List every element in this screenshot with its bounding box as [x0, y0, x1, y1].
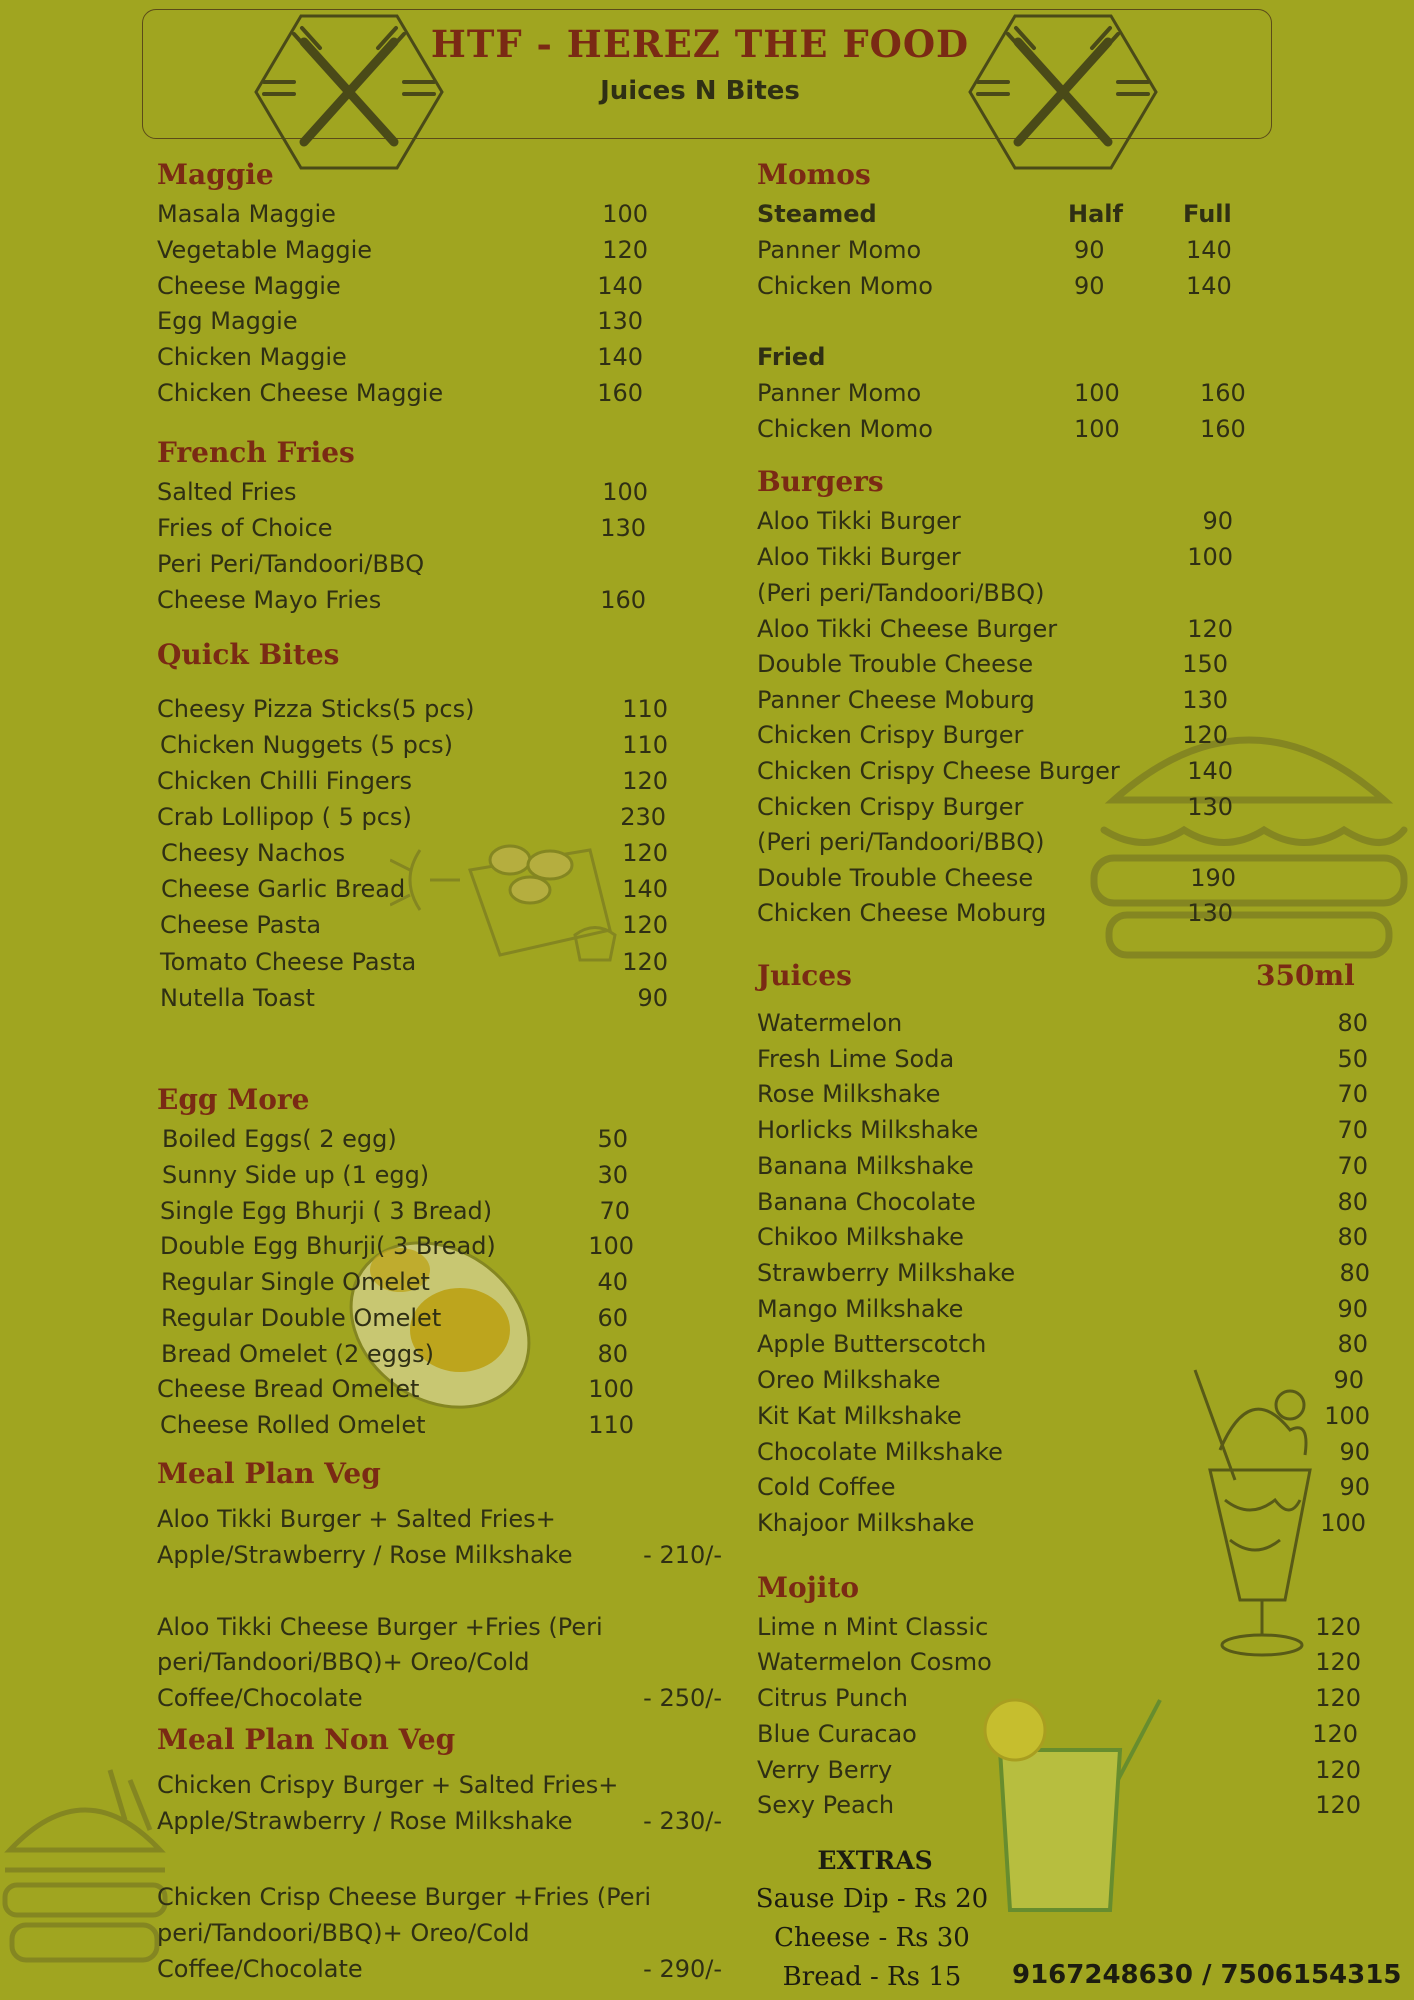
meal-plan-price: - 290/- — [643, 1955, 722, 1983]
extras-title: EXTRAS — [817, 1846, 933, 1875]
menu-item-price: 90 — [1339, 1473, 1370, 1501]
menu-item-price: 140 — [1186, 272, 1232, 300]
menu-item-price: 140 — [597, 343, 643, 371]
menu-item-name: Regular Double Omelet — [161, 1304, 442, 1332]
menu-item-name: Cheese Pasta — [160, 911, 322, 939]
menu-item-price: 230 — [620, 803, 666, 831]
menu-item-name: Regular Single Omelet — [161, 1268, 430, 1296]
menu-item-price: 120 — [1315, 1791, 1361, 1819]
lemonade-icon — [970, 1690, 1170, 1920]
menu-item-name: Boiled Eggs( 2 egg) — [162, 1125, 397, 1153]
menu-item-name: Verry Berry — [757, 1756, 893, 1784]
menu-item-price: 120 — [622, 948, 668, 976]
menu-item-name: Crab Lollipop ( 5 pcs) — [157, 803, 412, 831]
meal-plan-line: peri/Tandoori/BBQ)+ Oreo/Cold — [157, 1648, 530, 1676]
fork-knife-icon — [968, 12, 1158, 172]
menu-item-name: Fries of Choice — [157, 514, 333, 542]
menu-item-name: Chicken Crispy Burger — [757, 793, 1024, 821]
menu-item-name: Single Egg Bhurji ( 3 Bread) — [160, 1197, 493, 1225]
menu-item-name: Cheese Rolled Omelet — [160, 1411, 426, 1439]
meal-plan-line: Coffee/Chocolate — [157, 1684, 363, 1712]
menu-item-price: 70 — [1337, 1116, 1368, 1144]
menu-item-price: 120 — [1187, 615, 1233, 643]
menu-item-name: Egg Maggie — [157, 307, 298, 335]
menu-item-name: Cheesy Nachos — [161, 839, 346, 867]
menu-item-name: Apple Butterscotch — [757, 1330, 987, 1358]
menu-item-price: 190 — [1190, 864, 1236, 892]
extras-item: Bread - Rs 15 — [782, 1962, 962, 1992]
menu-item-price: 100 — [1324, 1402, 1370, 1430]
menu-item-name: Chicken Nuggets (5 pcs) — [160, 731, 453, 759]
menu-item-price: 110 — [622, 731, 668, 759]
menu-item-price: 30 — [597, 1161, 628, 1189]
section-title-fries: French Fries — [157, 436, 355, 469]
section-title-burgers: Burgers — [757, 465, 884, 498]
momos-full-label: Full — [1183, 200, 1232, 228]
menu-item-name: Cheese Mayo Fries — [157, 586, 382, 614]
menu-item-price: 120 — [1315, 1613, 1361, 1641]
menu-item-price: 80 — [1337, 1330, 1368, 1358]
menu-item-name: Citrus Punch — [757, 1684, 908, 1712]
menu-item-price: 80 — [1337, 1223, 1368, 1251]
menu-item-price: 120 — [622, 767, 668, 795]
menu-item-price: 130 — [1187, 899, 1233, 927]
menu-title: HTF - HEREZ THE FOOD — [430, 22, 970, 66]
menu-item-price: 120 — [1182, 721, 1228, 749]
menu-item-name: Rose Milkshake — [757, 1080, 941, 1108]
menu-item-name: Sexy Peach — [757, 1791, 895, 1819]
menu-item-name: Oreo Milkshake — [757, 1366, 941, 1394]
menu-item-name: Double Egg Bhurji( 3 Bread) — [160, 1232, 496, 1260]
menu-item-name: Strawberry Milkshake — [757, 1259, 1016, 1287]
contact-phone: 9167248630 / 7506154315 — [1012, 1960, 1402, 1990]
menu-item-name: Aloo Tikki Cheese Burger — [757, 615, 1058, 643]
menu-item-price: 140 — [1187, 757, 1233, 785]
menu-item-name: Peri Peri/Tandoori/BBQ — [157, 550, 425, 578]
meal-plan-line: Chicken Crisp Cheese Burger +Fries (Peri — [157, 1883, 652, 1911]
menu-item-price: 120 — [1315, 1684, 1361, 1712]
section-title-meal-nonveg: Meal Plan Non Veg — [157, 1723, 456, 1756]
menu-item-name: Panner Momo — [757, 236, 922, 264]
menu-item-name: Chicken Momo — [757, 272, 933, 300]
menu-item-price: 100 — [588, 1232, 634, 1260]
menu-item-name: Tomato Cheese Pasta — [160, 948, 417, 976]
menu-item-name: Panner Cheese Moburg — [757, 686, 1035, 714]
meal-plan-line: Aloo Tikki Cheese Burger +Fries (Peri — [157, 1613, 603, 1641]
meal-plan-line: Aloo Tikki Burger + Salted Fries+ — [157, 1505, 556, 1533]
menu-item-name: Chicken Momo — [757, 415, 933, 443]
menu-item-name: Panner Momo — [757, 379, 922, 407]
menu-item-name: Banana Milkshake — [757, 1152, 974, 1180]
menu-item-price: 90 — [1337, 1295, 1368, 1323]
meal-plan-line: Coffee/Chocolate — [157, 1955, 363, 1983]
meal-plan-line: Chicken Crispy Burger + Salted Fries+ — [157, 1771, 619, 1799]
menu-item-price: 120 — [1312, 1720, 1358, 1748]
menu-item-name: Vegetable Maggie — [157, 236, 373, 264]
menu-item-price: 120 — [602, 236, 648, 264]
menu-subtitle: Juices N Bites — [600, 76, 800, 106]
menu-item-price: 50 — [597, 1125, 628, 1153]
menu-item-name: Aloo Tikki Burger — [757, 507, 961, 535]
juices-size: 350ml — [1256, 959, 1355, 992]
menu-item-price: 160 — [1200, 379, 1246, 407]
menu-item-name: Mango Milkshake — [757, 1295, 964, 1323]
menu-item-price: 160 — [600, 586, 646, 614]
menu-item-name: Banana Chocolate — [757, 1188, 976, 1216]
menu-item-price: 90 — [1202, 507, 1233, 535]
menu-item-name: Chicken Crispy Cheese Burger — [757, 757, 1120, 785]
meal-plan-line: Apple/Strawberry / Rose Milkshake — [157, 1807, 573, 1835]
momos-half-label: Half — [1068, 200, 1123, 228]
menu-item-price: 120 — [622, 911, 668, 939]
section-title-maggie: Maggie — [157, 158, 274, 191]
menu-item-name: Chicken Maggie — [157, 343, 347, 371]
section-title-quick-bites: Quick Bites — [157, 638, 340, 671]
menu-item-name: Watermelon — [757, 1009, 903, 1037]
menu-item-name: Watermelon Cosmo — [757, 1648, 992, 1676]
meal-plan-line: peri/Tandoori/BBQ)+ Oreo/Cold — [157, 1919, 530, 1947]
menu-item-price: 100 — [602, 478, 648, 506]
section-title-momos: Momos — [757, 158, 871, 191]
menu-item-name: Chicken Crispy Burger — [757, 721, 1024, 749]
meal-plan-line: Apple/Strawberry / Rose Milkshake — [157, 1541, 573, 1569]
menu-item-name: Nutella Toast — [160, 984, 315, 1012]
menu-item-price: 70 — [1337, 1080, 1368, 1108]
menu-item-name: Salted Fries — [157, 478, 297, 506]
momos-fried-label: Fried — [757, 343, 826, 371]
fork-knife-icon — [254, 12, 444, 172]
menu-item-price: 50 — [1337, 1045, 1368, 1073]
menu-item-name: Double Trouble Cheese — [757, 650, 1034, 678]
menu-item-name: Cold Coffee — [757, 1473, 896, 1501]
menu-item-price: 160 — [597, 379, 643, 407]
menu-item-price: 90 — [1333, 1366, 1364, 1394]
menu-item-name: Horlicks Milkshake — [757, 1116, 979, 1144]
menu-item-price: 70 — [599, 1197, 630, 1225]
menu-item-name: (Peri peri/Tandoori/BBQ) — [757, 579, 1045, 607]
menu-item-price: 100 — [1187, 543, 1233, 571]
section-title-meal-veg: Meal Plan Veg — [157, 1457, 381, 1490]
menu-item-price: 60 — [597, 1304, 628, 1332]
menu-item-price: 140 — [597, 272, 643, 300]
extras-item: Sause Dip - Rs 20 — [755, 1884, 989, 1914]
menu-item-name: (Peri peri/Tandoori/BBQ) — [757, 828, 1045, 856]
menu-item-price: 110 — [622, 695, 668, 723]
menu-item-name: Cheese Bread Omelet — [157, 1375, 420, 1403]
menu-item-name: Chocolate Milkshake — [757, 1438, 1003, 1466]
menu-item-price: 80 — [597, 1340, 628, 1368]
section-title-egg-more: Egg More — [157, 1083, 310, 1116]
menu-item-price: 150 — [1182, 650, 1228, 678]
menu-item-price: 120 — [1315, 1756, 1361, 1784]
menu-item-price: 40 — [597, 1268, 628, 1296]
menu-item-price: 100 — [588, 1375, 634, 1403]
menu-item-name: Double Trouble Cheese — [757, 864, 1034, 892]
menu-item-name: Fresh Lime Soda — [757, 1045, 955, 1073]
menu-item-price: 80 — [1337, 1009, 1368, 1037]
menu-item-price: 90 — [1074, 236, 1105, 264]
meal-plan-price: - 210/- — [643, 1541, 722, 1569]
menu-item-name: Aloo Tikki Burger — [757, 543, 961, 571]
menu-item-price: 130 — [1187, 793, 1233, 821]
menu-item-price: 80 — [1339, 1259, 1370, 1287]
menu-item-name: Blue Curacao — [757, 1720, 917, 1748]
menu-item-price: 140 — [622, 875, 668, 903]
menu-item-price: 120 — [1315, 1648, 1361, 1676]
meal-plan-price: - 250/- — [643, 1684, 722, 1712]
menu-item-name: Chicken Cheese Maggie — [157, 379, 444, 407]
burger-icon — [1084, 690, 1414, 960]
momos-steamed-label: Steamed — [757, 200, 877, 228]
menu-item-price: 130 — [600, 514, 646, 542]
menu-item-price: 90 — [1074, 272, 1105, 300]
menu-item-price: 100 — [1074, 379, 1120, 407]
menu-item-name: Cheese Maggie — [157, 272, 341, 300]
menu-item-price: 90 — [1339, 1438, 1370, 1466]
menu-item-name: Chicken Cheese Moburg — [757, 899, 1047, 927]
section-title-mojito: Mojito — [757, 1571, 860, 1604]
menu-item-price: 110 — [588, 1411, 634, 1439]
meal-plan-price: - 230/- — [643, 1807, 722, 1835]
menu-item-price: 100 — [602, 200, 648, 228]
menu-item-price: 140 — [1186, 236, 1232, 264]
menu-item-name: Chicken Chilli Fingers — [157, 767, 413, 795]
menu-item-name: Masala Maggie — [157, 200, 336, 228]
menu-item-name: Chikoo Milkshake — [757, 1223, 964, 1251]
menu-item-name: Sunny Side up (1 egg) — [162, 1161, 430, 1189]
menu-item-price: 100 — [1074, 415, 1120, 443]
menu-item-price: 160 — [1200, 415, 1246, 443]
menu-item-name: Khajoor Milkshake — [757, 1509, 975, 1537]
menu-item-price: 100 — [1320, 1509, 1366, 1537]
menu-item-price: 130 — [597, 307, 643, 335]
menu-item-price: 120 — [622, 839, 668, 867]
menu-item-name: Kit Kat Milkshake — [757, 1402, 962, 1430]
menu-item-name: Cheesy Pizza Sticks(5 pcs) — [157, 695, 475, 723]
menu-item-price: 90 — [637, 984, 668, 1012]
extras-item: Cheese - Rs 30 — [774, 1923, 970, 1953]
menu-item-price: 80 — [1337, 1188, 1368, 1216]
menu-item-price: 70 — [1337, 1152, 1368, 1180]
menu-item-price: 130 — [1182, 686, 1228, 714]
menu-item-name: Lime n Mint Classic — [757, 1613, 989, 1641]
burger-icon — [0, 1760, 170, 1980]
section-title-juices: Juices — [757, 959, 852, 992]
menu-item-name: Bread Omelet (2 eggs) — [161, 1340, 435, 1368]
menu-item-name: Cheese Garlic Bread — [161, 875, 406, 903]
